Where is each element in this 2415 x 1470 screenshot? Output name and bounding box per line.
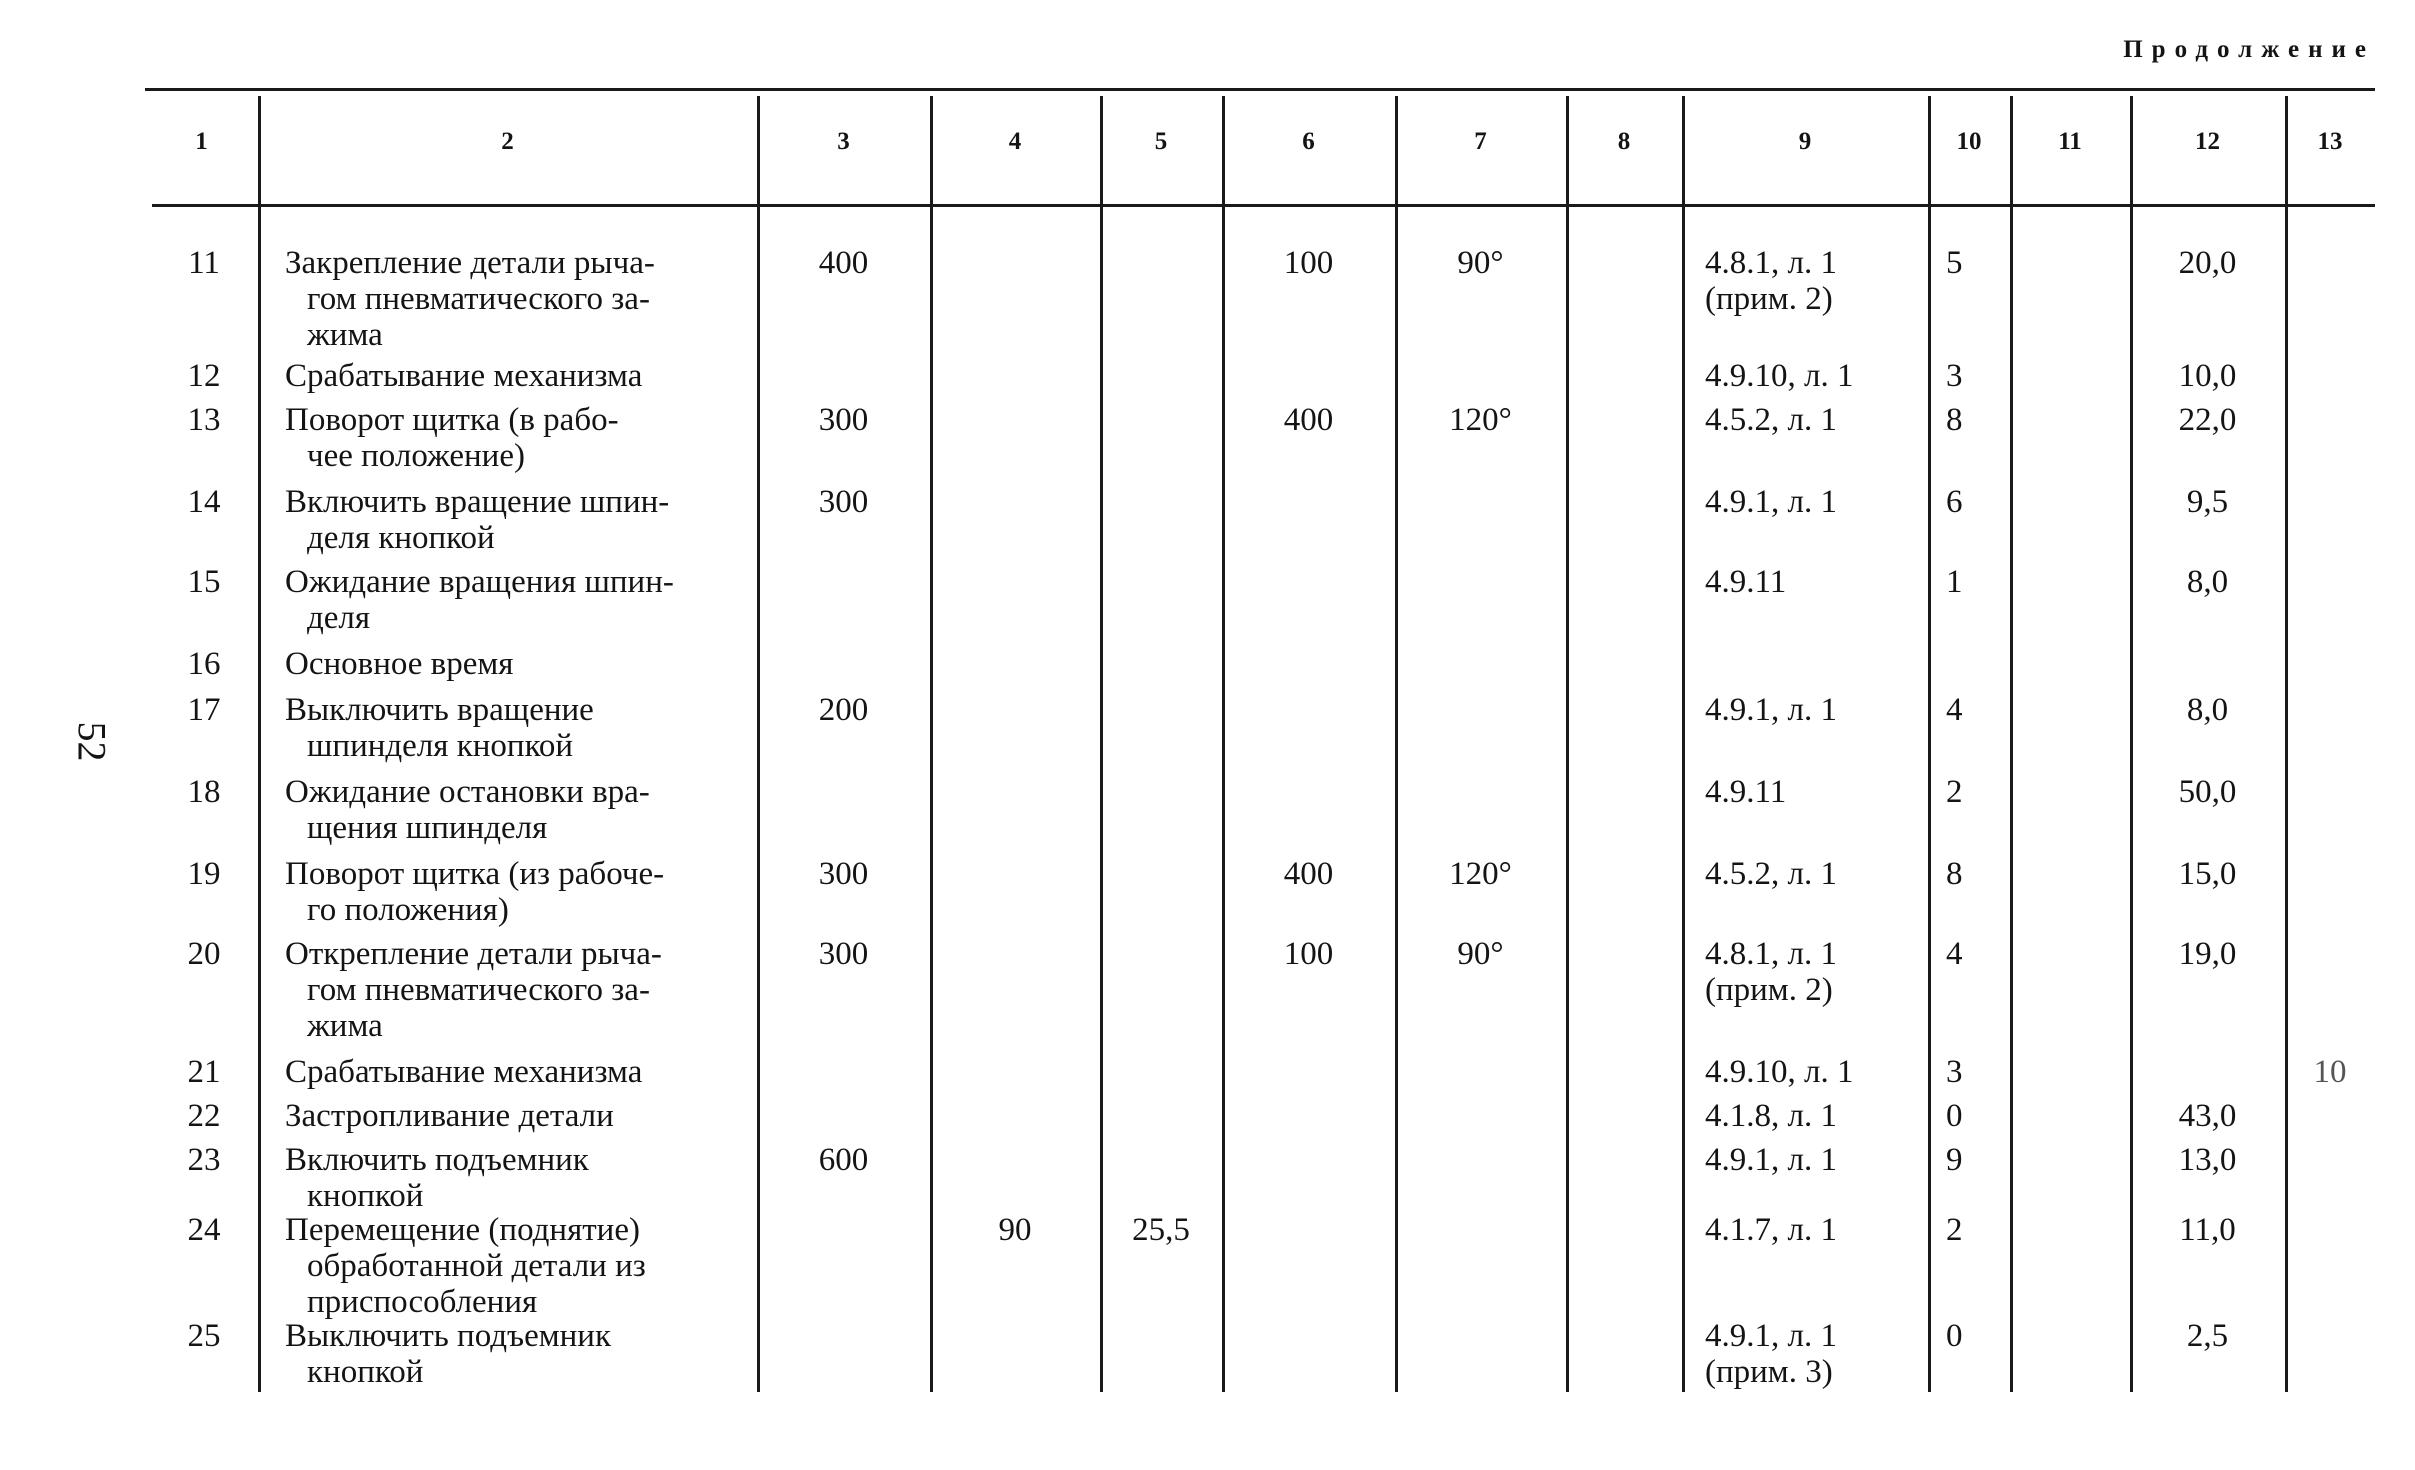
col12-value: 8,0	[2186, 564, 2229, 600]
column-header: 5	[1154, 128, 1168, 155]
col12-value: 43,0	[2178, 1098, 2237, 1134]
reference-line: 4.1.7, л. 1	[1705, 1212, 1837, 1248]
operation-line: Ожидание остановки вра-	[285, 774, 650, 810]
header-bottom-rule	[152, 204, 2375, 207]
column-divider	[757, 96, 760, 1392]
reference-line: 4.9.1, л. 1	[1705, 692, 1837, 728]
operation-description	[285, 774, 745, 846]
col13-value: 10	[2313, 1054, 2347, 1090]
column-divider	[258, 96, 261, 1392]
operation-line: Закрепление детали рыча-	[285, 245, 655, 281]
reference-line: 4.9.1, л. 1	[1705, 484, 1837, 520]
operation-description	[285, 402, 745, 474]
row-number: 12	[187, 358, 221, 394]
operation-line: Срабатывание механизма	[285, 1054, 643, 1090]
reference-line: 4.5.2, л. 1	[1705, 856, 1837, 892]
reference-line: 4.9.10, л. 1	[1705, 358, 1854, 394]
operation-line: Срабатывание механизма	[285, 358, 643, 394]
column-divider	[2010, 96, 2013, 1392]
column-divider	[930, 96, 933, 1392]
operation-description	[285, 1212, 745, 1320]
col10-value: 8	[1946, 402, 1963, 438]
reference-cell	[1705, 402, 1837, 438]
row-number: 21	[187, 1054, 221, 1090]
col6-value: 100	[1283, 245, 1334, 281]
row-number: 20	[187, 936, 221, 972]
reference-line: 4.9.10, л. 1	[1705, 1054, 1854, 1090]
column-divider	[1222, 96, 1225, 1392]
reference-cell	[1705, 692, 1837, 728]
column-divider	[2130, 96, 2133, 1392]
col10-value: 8	[1946, 856, 1963, 892]
column-header: 4	[1008, 128, 1022, 155]
reference-line: (прим. 2)	[1705, 972, 1833, 1008]
col7-angle: 120°	[1449, 856, 1512, 892]
reference-cell	[1705, 1098, 1837, 1134]
operation-line: Выключить вращение	[285, 692, 594, 728]
reference-line: 4.9.11	[1705, 564, 1787, 600]
col12-value: 8,0	[2186, 692, 2229, 728]
col6-value: 400	[1283, 856, 1334, 892]
operation-line: Открепление детали рыча-	[285, 936, 662, 972]
operation-line: шпинделя кнопкой	[307, 728, 574, 764]
col12-value: 15,0	[2178, 856, 2237, 892]
operation-description	[285, 484, 745, 556]
row-number: 22	[187, 1098, 221, 1134]
col12-value: 19,0	[2178, 936, 2237, 972]
reference-cell	[1705, 484, 1837, 520]
reference-line: (прим. 3)	[1705, 1354, 1833, 1390]
col10-value: 3	[1946, 358, 1963, 394]
col12-value: 50,0	[2178, 774, 2237, 810]
operation-line: Ожидание вращения шпин-	[285, 564, 674, 600]
col4-value: 90	[998, 1212, 1032, 1248]
col3-value: 300	[818, 856, 869, 892]
operation-description	[285, 936, 745, 1044]
col10-value: 4	[1946, 936, 1963, 972]
reference-cell	[1705, 1318, 1837, 1390]
col12-value: 9,5	[2186, 484, 2229, 520]
reference-line: 4.9.11	[1705, 774, 1787, 810]
reference-line: 4.8.1, л. 1	[1705, 245, 1837, 281]
operation-description	[285, 358, 745, 394]
reference-cell	[1705, 358, 1853, 394]
reference-cell	[1705, 936, 1837, 1008]
col3-value: 300	[818, 936, 869, 972]
col10-value: 6	[1946, 484, 1963, 520]
row-number: 18	[187, 774, 221, 810]
reference-line: 4.9.1, л. 1	[1705, 1142, 1837, 1178]
operation-line: Застропливание детали	[285, 1098, 614, 1134]
col12-value: 10,0	[2178, 358, 2237, 394]
operation-line: гом пневматического за-	[307, 972, 650, 1008]
col10-value: 4	[1946, 692, 1963, 728]
col3-value: 300	[818, 484, 869, 520]
operation-line: кнопкой	[307, 1178, 424, 1214]
col10-value: 1	[1946, 564, 1963, 600]
col10-value: 2	[1946, 1212, 1963, 1248]
column-header: 2	[501, 128, 514, 155]
page-number: 52	[69, 721, 115, 762]
operation-line: Поворот щитка (из рабоче-	[285, 856, 665, 892]
operation-line: деля	[307, 600, 371, 636]
operation-line: гом пневматического за-	[307, 281, 650, 317]
operation-line: Основное время	[285, 646, 514, 682]
col12-value: 22,0	[2178, 402, 2237, 438]
col3-value: 200	[818, 692, 869, 728]
column-header: 1	[195, 128, 208, 155]
column-divider	[2285, 96, 2288, 1392]
operation-line: Перемещение (поднятие)	[285, 1212, 640, 1248]
column-divider	[1395, 96, 1398, 1392]
operation-line: го положения)	[307, 892, 509, 928]
reference-cell	[1705, 1142, 1837, 1178]
column-divider	[1682, 96, 1685, 1392]
col6-value: 400	[1283, 402, 1334, 438]
col12-value: 20,0	[2178, 245, 2237, 281]
col12-value: 13,0	[2178, 1142, 2237, 1178]
reference-line: 4.5.2, л. 1	[1705, 402, 1837, 438]
column-header: 9	[1798, 128, 1812, 155]
col10-value: 3	[1946, 1054, 1963, 1090]
operation-line: щения шпинделя	[307, 810, 548, 846]
reference-line: 4.1.8, л. 1	[1705, 1098, 1837, 1134]
row-number: 11	[188, 245, 220, 281]
col3-value: 400	[818, 245, 869, 281]
reference-cell	[1705, 1212, 1837, 1248]
column-header: 7	[1474, 128, 1487, 155]
column-header: 12	[2195, 128, 2220, 155]
operation-description	[285, 692, 745, 764]
col10-value: 0	[1946, 1318, 1963, 1354]
column-header: 3	[837, 128, 850, 155]
col5-value: 25,5	[1132, 1212, 1190, 1248]
operation-description	[285, 564, 745, 636]
operation-line: Включить вращение шпин-	[285, 484, 670, 520]
operation-description	[285, 1054, 745, 1090]
col3-value: 600	[818, 1142, 869, 1178]
col12-value: 11,0	[2179, 1212, 2236, 1248]
operation-description	[285, 245, 745, 353]
operation-line: деля кнопкой	[307, 520, 495, 556]
col7-angle: 90°	[1457, 936, 1504, 972]
column-divider	[1100, 96, 1103, 1392]
reference-line: 4.8.1, л. 1	[1705, 936, 1837, 972]
operation-line: кнопкой	[307, 1354, 424, 1390]
col10-value: 2	[1946, 774, 1963, 810]
col3-value: 300	[818, 402, 869, 438]
col6-value: 100	[1283, 936, 1334, 972]
operation-description	[285, 1098, 745, 1134]
operation-description	[285, 1318, 745, 1390]
column-header: 8	[1617, 128, 1631, 155]
row-number: 24	[187, 1212, 221, 1248]
reference-cell	[1705, 245, 1837, 317]
col7-angle: 120°	[1449, 402, 1512, 438]
row-number: 23	[187, 1142, 221, 1178]
continuation-label: Продолжение	[2123, 36, 2375, 63]
col10-value: 5	[1946, 245, 1963, 281]
column-divider	[1566, 96, 1569, 1392]
operation-line: обработанной детали из	[307, 1248, 646, 1284]
reference-cell	[1705, 856, 1837, 892]
column-divider	[1928, 96, 1931, 1392]
col10-value: 9	[1946, 1142, 1963, 1178]
column-header: 10	[1956, 128, 1982, 155]
column-header: 11	[2058, 128, 2082, 155]
column-header: 6	[1302, 128, 1315, 155]
operation-line: Поворот щитка (в рабо-	[285, 402, 619, 438]
operation-line: чее положение)	[307, 438, 525, 474]
row-number: 25	[187, 1318, 221, 1354]
row-number: 16	[187, 646, 221, 682]
operation-description	[285, 646, 745, 682]
operation-line: жима	[307, 317, 383, 353]
row-number: 17	[187, 692, 221, 728]
col7-angle: 90°	[1457, 245, 1504, 281]
operation-line: приспособления	[307, 1284, 538, 1320]
reference-cell	[1705, 1054, 1853, 1090]
row-number: 19	[187, 856, 221, 892]
reference-line: (прим. 2)	[1705, 281, 1833, 317]
col12-value: 2,5	[2186, 1318, 2229, 1354]
reference-cell	[1705, 774, 1786, 810]
operation-description	[285, 1142, 745, 1214]
operation-description	[285, 856, 745, 928]
row-number: 14	[187, 484, 221, 520]
row-number: 15	[187, 564, 221, 600]
col10-value: 0	[1946, 1098, 1963, 1134]
reference-cell	[1705, 564, 1786, 600]
row-number: 13	[187, 402, 221, 438]
operation-line: жима	[307, 1008, 383, 1044]
operation-line: Выключить подъемник	[285, 1318, 612, 1354]
table-top-rule	[145, 88, 2375, 91]
column-header: 13	[2317, 128, 2343, 155]
operation-line: Включить подъемник	[285, 1142, 589, 1178]
reference-line: 4.9.1, л. 1	[1705, 1318, 1837, 1354]
